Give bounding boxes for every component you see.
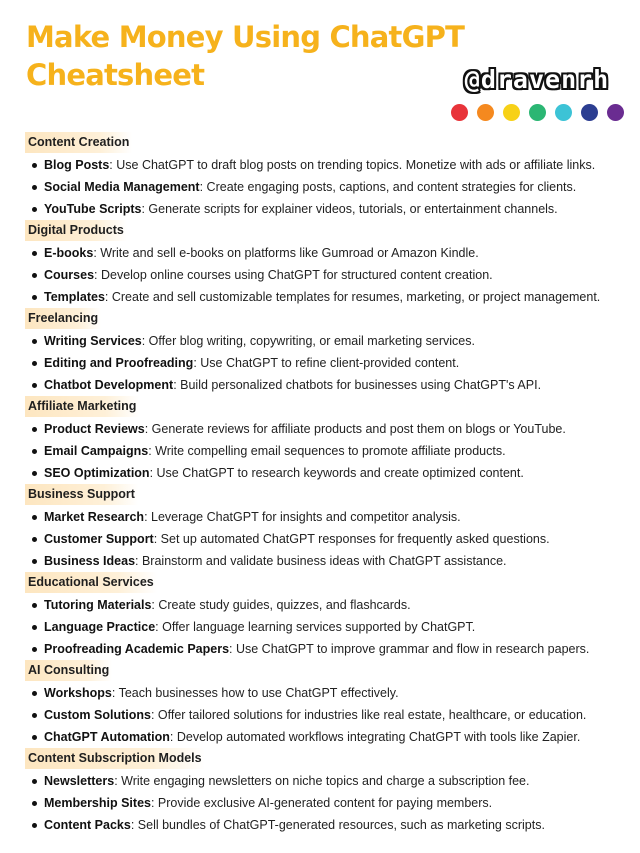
item-description: : Create engaging posts, captions, and content strategies for clients. — [199, 180, 577, 194]
color-dot — [581, 104, 598, 121]
item-term: Editing and Proofreading — [44, 356, 194, 370]
item-description: : Use ChatGPT to research keywords and create optimized content. — [149, 466, 524, 480]
item-description: : Provide exclusive AI-generated content for paying members. — [150, 796, 493, 810]
bullet-icon — [32, 801, 37, 806]
bullet-icon — [32, 449, 37, 454]
list-item — [24, 440, 624, 462]
bullet-icon — [32, 713, 37, 718]
list-item — [24, 550, 624, 572]
author-handle: @dravenrh — [464, 65, 610, 94]
color-dot — [503, 104, 520, 121]
section — [24, 748, 624, 836]
item-term: Proofreading Academic Papers — [44, 642, 230, 656]
section — [24, 484, 624, 572]
item-term: Chatbot Development — [44, 378, 174, 392]
item-term: Templates — [44, 290, 105, 304]
item-term: Market Research — [44, 510, 145, 524]
list-item — [24, 154, 624, 176]
bullet-icon — [32, 603, 37, 608]
color-dots — [451, 104, 624, 121]
section-heading: Affiliate Marketing — [25, 396, 139, 417]
list-item — [24, 506, 624, 528]
bullet-icon — [32, 163, 37, 168]
list-item — [24, 528, 624, 550]
item-description: : Use ChatGPT to draft blog posts on trending topics. Monetize with ads or affiliate links. — [109, 158, 596, 172]
section-heading: AI Consulting — [25, 660, 112, 681]
bullet-icon — [32, 625, 37, 630]
item-description: : Sell bundles of ChatGPT-generated resources, such as marketing scripts. — [130, 818, 545, 832]
bullet-icon — [32, 537, 37, 542]
item-description: : Write compelling email sequences to promote affiliate products. — [148, 444, 506, 458]
item-term: Newsletters — [44, 774, 115, 788]
item-description: : Offer tailored solutions for industries like real estate, healthcare, or education. — [150, 708, 587, 722]
bullet-icon — [32, 691, 37, 696]
item-description: : Develop automated workflows integrating ChatGPT with tools like Zapier. — [169, 730, 581, 744]
list-item — [24, 682, 624, 704]
section — [24, 660, 624, 748]
bullet-icon — [32, 471, 37, 476]
list-item — [24, 330, 624, 352]
bullet-icon — [32, 207, 37, 212]
bullet-icon — [32, 273, 37, 278]
item-description: : Use ChatGPT to refine client-provided content. — [193, 356, 460, 370]
item-description: : Use ChatGPT to improve grammar and flow in research papers. — [229, 642, 590, 656]
list-item — [24, 594, 624, 616]
bullet-icon — [32, 185, 37, 190]
bullet-icon — [32, 735, 37, 740]
list-item — [24, 616, 624, 638]
section — [24, 220, 624, 308]
item-term: Social Media Management — [44, 180, 200, 194]
item-term: Courses — [44, 268, 95, 282]
bullet-icon — [32, 427, 37, 432]
list-item — [24, 176, 624, 198]
section-heading: Educational Services — [25, 572, 157, 593]
bullet-icon — [32, 295, 37, 300]
bullet-icon — [32, 779, 37, 784]
list-item — [24, 418, 624, 440]
color-dot — [451, 104, 468, 121]
item-term: ChatGPT Automation — [44, 730, 170, 744]
item-description: : Write engaging newsletters on niche topics and charge a subscription fee. — [114, 774, 530, 788]
item-description: : Teach businesses how to use ChatGPT effectively. — [111, 686, 399, 700]
item-term: Writing Services — [44, 334, 142, 348]
list-item — [24, 792, 624, 814]
bullet-icon — [32, 361, 37, 366]
color-dot — [555, 104, 572, 121]
item-term: Product Reviews — [44, 422, 145, 436]
item-description: : Offer language learning services supported by ChatGPT. — [155, 620, 476, 634]
item-term: Language Practice — [44, 620, 156, 634]
page-title: Make Money Using ChatGPT Cheatsheet — [26, 20, 465, 92]
section — [24, 396, 624, 484]
list-item — [24, 198, 624, 220]
item-term: Email Campaigns — [44, 444, 149, 458]
section-heading: Content Creation — [25, 132, 132, 153]
list-item — [24, 242, 624, 264]
cheatsheet-content — [24, 132, 624, 836]
item-term: Tutoring Materials — [44, 598, 152, 612]
list-item — [24, 704, 624, 726]
item-description: : Create and sell customizable templates for resumes, marketing, or project management. — [104, 290, 601, 304]
item-description: : Develop online courses using ChatGPT for structured content creation. — [94, 268, 493, 282]
list-item — [24, 726, 624, 748]
item-term: Membership Sites — [44, 796, 151, 810]
item-term: SEO Optimization — [44, 466, 150, 480]
bullet-icon — [32, 823, 37, 828]
list-item — [24, 814, 624, 836]
list-item — [24, 638, 624, 660]
item-description: : Offer blog writing, copywriting, or email marketing services. — [141, 334, 475, 348]
section-heading: Business Support — [25, 484, 138, 505]
list-item — [24, 462, 624, 484]
bullet-icon — [32, 339, 37, 344]
item-description: : Create study guides, quizzes, and flashcards. — [151, 598, 411, 612]
bullet-icon — [32, 383, 37, 388]
section — [24, 308, 624, 396]
item-term: E-books — [44, 246, 94, 260]
item-description: : Generate scripts for explainer videos, tutorials, or entertainment channels. — [141, 202, 558, 216]
item-term: Customer Support — [44, 532, 154, 546]
item-description: : Write and sell e-books on platforms like Gumroad or Amazon Kindle. — [93, 246, 479, 260]
bullet-icon — [32, 515, 37, 520]
item-description: : Generate reviews for affiliate products and post them on blogs or YouTube. — [144, 422, 566, 436]
section-heading: Digital Products — [25, 220, 127, 241]
section — [24, 572, 624, 660]
section-heading: Content Subscription Models — [25, 748, 205, 769]
list-item — [24, 352, 624, 374]
list-item — [24, 286, 624, 308]
item-description: : Leverage ChatGPT for insights and competitor analysis. — [144, 510, 461, 524]
item-description: : Brainstorm and validate business ideas with ChatGPT assistance. — [135, 554, 507, 568]
color-dot — [529, 104, 546, 121]
section-heading: Freelancing — [25, 308, 101, 329]
item-term: Workshops — [44, 686, 112, 700]
item-description: : Set up automated ChatGPT responses for frequently asked questions. — [153, 532, 550, 546]
bullet-icon — [32, 647, 37, 652]
color-dot — [607, 104, 624, 121]
item-term: Content Packs — [44, 818, 131, 832]
list-item — [24, 264, 624, 286]
item-term: Custom Solutions — [44, 708, 151, 722]
list-item — [24, 374, 624, 396]
bullet-icon — [32, 251, 37, 256]
item-term: YouTube Scripts — [44, 202, 142, 216]
item-term: Business Ideas — [44, 554, 136, 568]
section — [24, 132, 624, 220]
list-item — [24, 770, 624, 792]
bullet-icon — [32, 559, 37, 564]
color-dot — [477, 104, 494, 121]
item-description: : Build personalized chatbots for businesses using ChatGPT's API. — [173, 378, 542, 392]
item-term: Blog Posts — [44, 158, 110, 172]
